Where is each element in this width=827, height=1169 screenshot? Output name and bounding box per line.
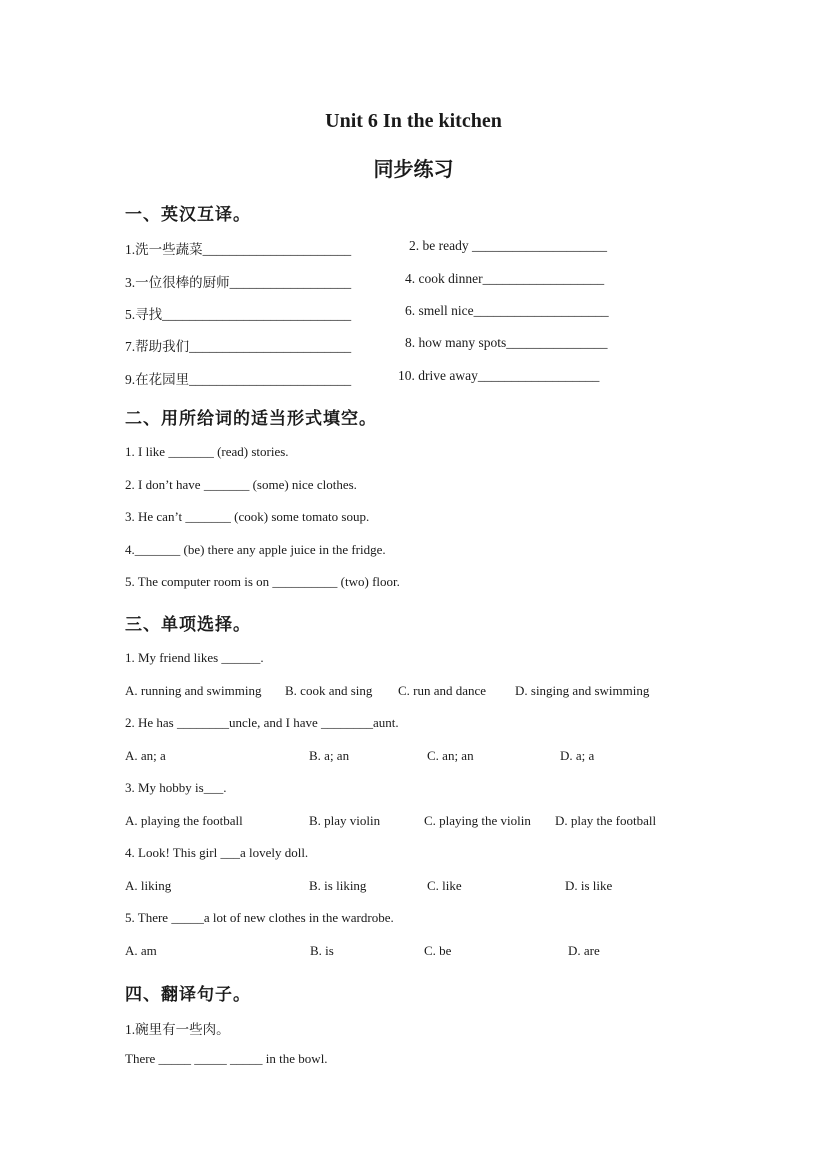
translation-item: 10. drive away__________________ bbox=[398, 368, 600, 383]
option: C. run and dance bbox=[398, 683, 487, 698]
page-subtitle: 同步练习 bbox=[373, 159, 454, 181]
option: B. is liking bbox=[309, 878, 367, 893]
option: B. cook and sing bbox=[285, 683, 373, 698]
fill-item: 5. The computer room is on __________ (two) floor. bbox=[125, 574, 400, 589]
option: C. like bbox=[427, 878, 462, 893]
option: C. an; an bbox=[427, 748, 474, 763]
fill-item: 4._______ (be) there any apple juice in the fridge. bbox=[125, 542, 386, 557]
option: B. play violin bbox=[309, 813, 381, 828]
option: D. is like bbox=[565, 878, 613, 893]
section-heading-choice: 三、单项选择。 bbox=[125, 615, 251, 634]
question-stem: 4. Look! This girl ___a lovely doll. bbox=[125, 845, 309, 860]
question-stem: 5. There _____a lot of new clothes in the wardrobe. bbox=[125, 910, 394, 925]
question-stem: 2. He has ________uncle, and I have ________aunt. bbox=[125, 715, 399, 730]
option: B. a; an bbox=[309, 748, 350, 763]
translation-item: 4. cook dinner__________________ bbox=[405, 271, 605, 286]
translation-item: 5.寻找____________________________ bbox=[125, 307, 352, 322]
option: D. play the football bbox=[555, 813, 657, 828]
option: C. be bbox=[424, 943, 452, 958]
translation-item: 2. be ready ____________________ bbox=[409, 238, 607, 253]
translation-item: 3.一位很棒的厨师__________________ bbox=[125, 275, 352, 290]
sentence-english-blank: There _____ _____ _____ in the bowl. bbox=[125, 1051, 328, 1066]
translation-item: 8. how many spots_______________ bbox=[405, 335, 608, 350]
option: A. liking bbox=[125, 878, 172, 893]
section-heading-sentences: 四、翻译句子。 bbox=[125, 985, 251, 1004]
option: D. singing and swimming bbox=[515, 683, 650, 698]
translation-item: 7.帮助我们________________________ bbox=[125, 339, 352, 354]
option: B. is bbox=[310, 943, 334, 958]
question-stem: 3. My hobby is___. bbox=[125, 780, 227, 795]
option: D. a; a bbox=[560, 748, 595, 763]
option: C. playing the violin bbox=[424, 813, 531, 828]
section-heading-fill: 二、用所给词的适当形式填空。 bbox=[125, 409, 377, 428]
sentence-chinese: 1.碗里有一些肉。 bbox=[125, 1022, 230, 1037]
translation-item: 1.洗一些蔬菜______________________ bbox=[125, 242, 352, 257]
option: A. an; a bbox=[125, 748, 166, 763]
fill-item: 3. He can’t _______ (cook) some tomato soup. bbox=[125, 509, 370, 524]
fill-item: 1. I like _______ (read) stories. bbox=[125, 444, 289, 459]
option: A. am bbox=[125, 943, 157, 958]
option: A. running and swimming bbox=[125, 683, 262, 698]
translation-item: 6. smell nice____________________ bbox=[405, 303, 609, 318]
option: D. are bbox=[568, 943, 600, 958]
question-stem: 1. My friend likes ______. bbox=[125, 650, 264, 665]
page-title: Unit 6 In the kitchen bbox=[325, 110, 502, 132]
translation-item: 9.在花园里________________________ bbox=[125, 372, 352, 387]
fill-item: 2. I don’t have _______ (some) nice clothes. bbox=[125, 477, 357, 492]
option: A. playing the football bbox=[125, 813, 243, 828]
section-heading-translation: 一、英汉互译。 bbox=[125, 205, 251, 224]
